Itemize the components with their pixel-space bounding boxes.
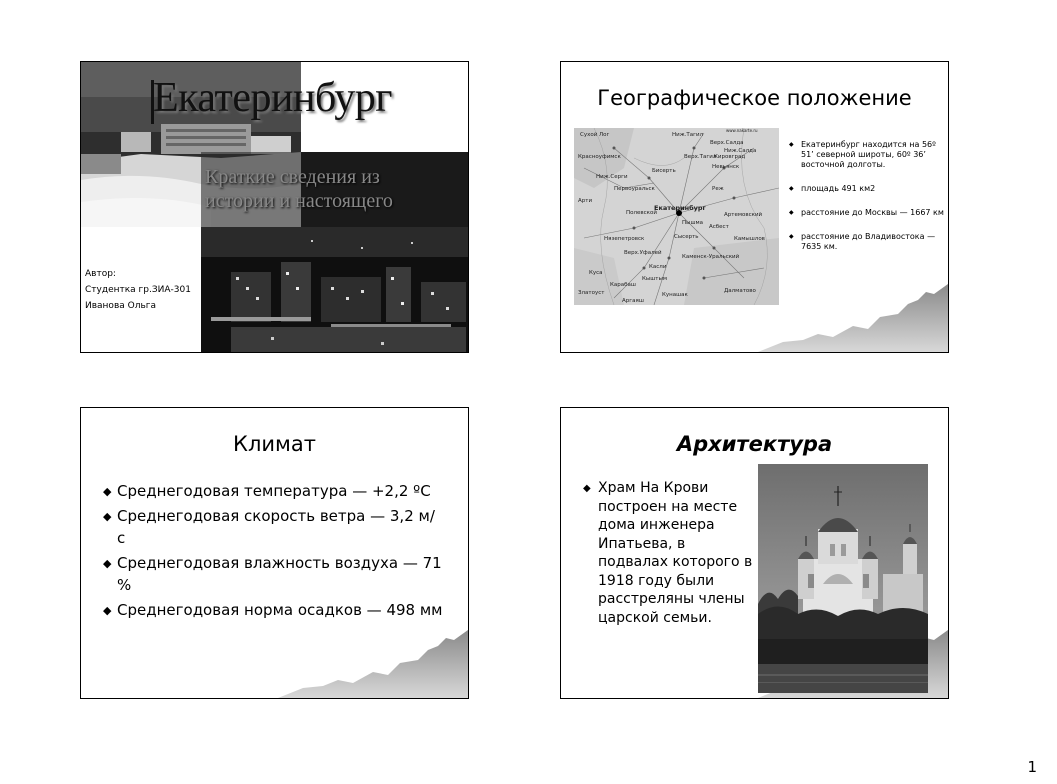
map-label-sukhoy: Сухой Лог — [580, 132, 610, 138]
map-label-dalmatovo: Далматово — [724, 288, 756, 294]
map-label-kirovgrad: Кировград — [714, 154, 746, 160]
subtitle-line-1: Краткие сведения из — [205, 166, 380, 188]
map-label-sysert: Сысерть — [674, 234, 699, 240]
page-number: 1 — [1027, 758, 1037, 776]
slide-title: Архитектура — [676, 432, 833, 456]
map-label-asbest: Асбест — [709, 224, 729, 230]
list-item: ◆ Среднегодовая норма осадков — 498 мм — [103, 599, 443, 621]
list-item: ◆ Среднегодовая скорость ветра — 3,2 м/с — [103, 505, 443, 549]
list-item: ◆ Екатеринбург находится на 56º 51’ северной широты, 60º 36’ восточной долготы. — [789, 140, 949, 170]
mountain-decoration — [278, 628, 468, 698]
map-label-nevyansk: Невьянск — [712, 164, 740, 170]
architecture-text — [583, 479, 753, 627]
map-label-nizh-tagil: Ниж.Тагил — [672, 132, 704, 138]
map-source-label: www.nakarte.ru — [726, 128, 758, 133]
map-label-verkh-ufaley: Верх.Уфалей — [624, 250, 662, 256]
map-label-arti: Арти — [578, 198, 593, 204]
map-label-kamensk: Каменск-Уральский — [682, 254, 740, 260]
map-label-pyshma: Пышма — [682, 220, 704, 226]
list-item: ◆ Среднегодовая температура — +2,2 ºС — [103, 480, 443, 502]
map-label-zlatoust: Златоуст — [578, 290, 605, 296]
map-label-krasnoufimsk: Красноуфимск — [578, 154, 621, 160]
map-label-kunashak: Кунашак — [662, 292, 688, 298]
map-label-biserit: Бисерть — [652, 168, 676, 174]
map-label-kyshtym: Кыштым — [642, 276, 667, 282]
bullet-icon: ◆ — [583, 483, 591, 494]
slide-title: Географическое положение — [597, 86, 912, 110]
map-label-artemovskiy: Артемовский — [724, 212, 763, 218]
church-photo — [758, 464, 928, 693]
slide-title-ekaterinburg[interactable] — [80, 61, 469, 353]
map-label-kamyshlov: Камышлов — [734, 236, 765, 242]
map-label-verkh-salda: Верх.Салда — [710, 140, 744, 146]
author-block — [85, 266, 191, 314]
map-label-karabash: Карабаш — [610, 282, 636, 288]
map-label-rezh: Реж — [712, 186, 724, 192]
map-label-nizh-sergi: Ниж.Серги — [596, 174, 628, 180]
map-label-kusa: Куса — [589, 270, 603, 276]
author-name: Иванова Ольга — [85, 301, 157, 311]
geography-bullets — [789, 140, 949, 266]
slide-climate[interactable] — [80, 407, 469, 699]
slide-title: Екатеринбург — [153, 75, 392, 121]
climate-bullets — [103, 480, 443, 624]
map-label-nizh-salda: Ниж.Салда — [724, 148, 757, 154]
list-item: ◆ расстояние до Москвы — 1667 км — [789, 208, 949, 218]
list-item: ◆ Среднегодовая влажность воздуха — 71 % — [103, 552, 443, 596]
list-item: ◆ площадь 491 км2 — [789, 184, 949, 194]
map-label-kasli: Касли — [649, 264, 667, 270]
map-label-argayash: Аргаяш — [622, 298, 644, 304]
author-label: Автор: — [85, 269, 116, 279]
map-label-verkh-tagil: Верх.Тагил — [684, 154, 717, 160]
mountain-decoration — [758, 282, 948, 352]
region-map — [574, 128, 779, 305]
slide-subtitle — [205, 165, 469, 213]
map-label-nyazepetrovsk: Нязепетровск — [604, 236, 645, 242]
map-label-ekaterinburg: Екатеринбург — [654, 204, 706, 212]
list-item: ◆ расстояние до Владивостока — 7635 км. — [789, 232, 949, 252]
subtitle-line-2: истории и настоящего — [205, 190, 393, 212]
author-group: Студентка гр.ЗИА-301 — [85, 285, 191, 295]
architecture-paragraph: Храм На Крови построен на месте дома инженера Ипатьева, в подвалах которого в 1918 году были расстреляны члены царской семьи. — [598, 480, 753, 626]
slide-architecture[interactable] — [560, 407, 949, 699]
slide-title: Климат — [233, 432, 316, 456]
slide-geography[interactable] — [560, 61, 949, 353]
map-label-polevskoy: Полевской — [626, 210, 657, 216]
map-label-pervouralsk: Первоуральск — [614, 186, 655, 192]
